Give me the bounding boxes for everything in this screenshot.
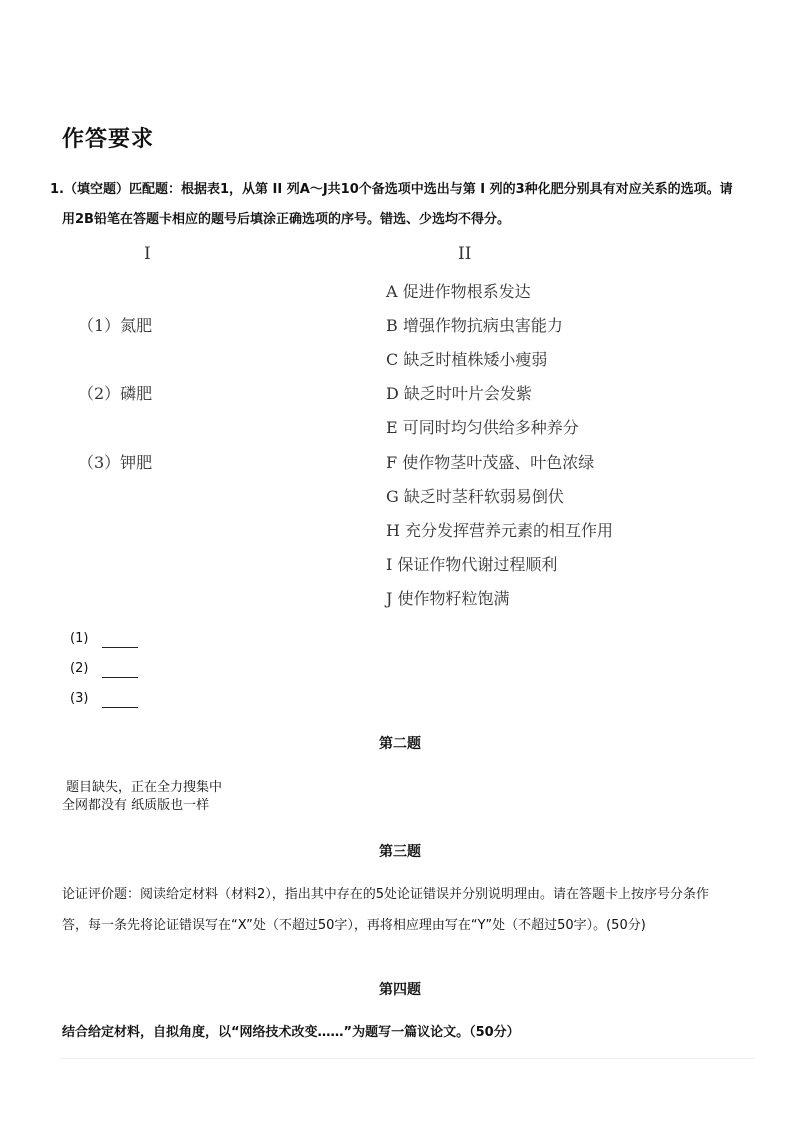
answer-label: (2) <box>70 661 89 676</box>
option-item: H 充分发挥营养元素的相互作用 <box>386 521 614 540</box>
answer-blank[interactable] <box>102 707 138 708</box>
section-3-line-1: 论证评价题：阅读给定材料（材料2），指出其中存在的5处论证错误并分别说明理由。请在答题卡上按序号分条作 <box>62 887 710 902</box>
answer-label: (3) <box>70 691 89 706</box>
table-col-1-header: I <box>144 244 151 264</box>
page-heading: 作答要求 <box>62 127 155 152</box>
section-2-title: 第二题 <box>379 736 421 752</box>
question-1-text-line-2: 用2B铅笔在答题卡相应的题号后填涂正确选项的序号。错选、少选均不得分。 <box>62 212 510 227</box>
answer-label: (1) <box>70 631 89 646</box>
page-divider <box>60 1058 755 1059</box>
option-item: I 保证作物代谢过程顺利 <box>386 555 558 574</box>
answer-row <box>70 691 88 706</box>
section-2-line-1: 题目缺失，正在全力搜集中 <box>66 780 223 795</box>
question-1-text-line-1: 1.（填空题）匹配题：根据表1，从第 II 列A～J共10个备选项中选出与第 I 列的3种化肥分别具有对应关系的选项。请 <box>50 182 733 197</box>
section-3-title: 第三题 <box>379 844 421 860</box>
fertilizer-item: （3）钾肥 <box>78 453 153 472</box>
option-item: C 缺乏时植株矮小瘦弱 <box>386 350 548 369</box>
fertilizer-item: （1）氮肥 <box>78 316 153 335</box>
section-4-title: 第四题 <box>379 982 421 998</box>
answer-row <box>70 661 88 676</box>
option-item: F 使作物茎叶茂盛、叶色浓绿 <box>386 453 595 472</box>
section-4-line-1: 结合给定材料，自拟角度，以“网络技术改变……”为题写一篇议论文。（50分） <box>62 1025 520 1040</box>
option-item: A 促进作物根系发达 <box>386 282 531 301</box>
answer-blank[interactable] <box>102 647 138 648</box>
option-item: D 缺乏时叶片会发紫 <box>386 384 532 403</box>
section-3-line-2: 答，每一条先将论证错误写在“X”处（不超过50字），再将相应理由写在“Y”处（不超过50字）。(50分) <box>62 918 646 933</box>
option-item: B 增强作物抗病虫害能力 <box>386 316 563 335</box>
fertilizer-item: （2）磷肥 <box>78 384 153 403</box>
option-item: G 缺乏时茎秆软弱易倒伏 <box>386 487 564 506</box>
answer-row <box>70 631 88 646</box>
answer-blank[interactable] <box>102 677 138 678</box>
table-col-2-header: II <box>458 244 472 264</box>
option-item: J 使作物籽粒饱满 <box>386 589 510 608</box>
section-2-line-2: 全网都没有 纸质版也一样 <box>62 798 210 813</box>
option-item: E 可同时均匀供给多种养分 <box>386 418 579 437</box>
